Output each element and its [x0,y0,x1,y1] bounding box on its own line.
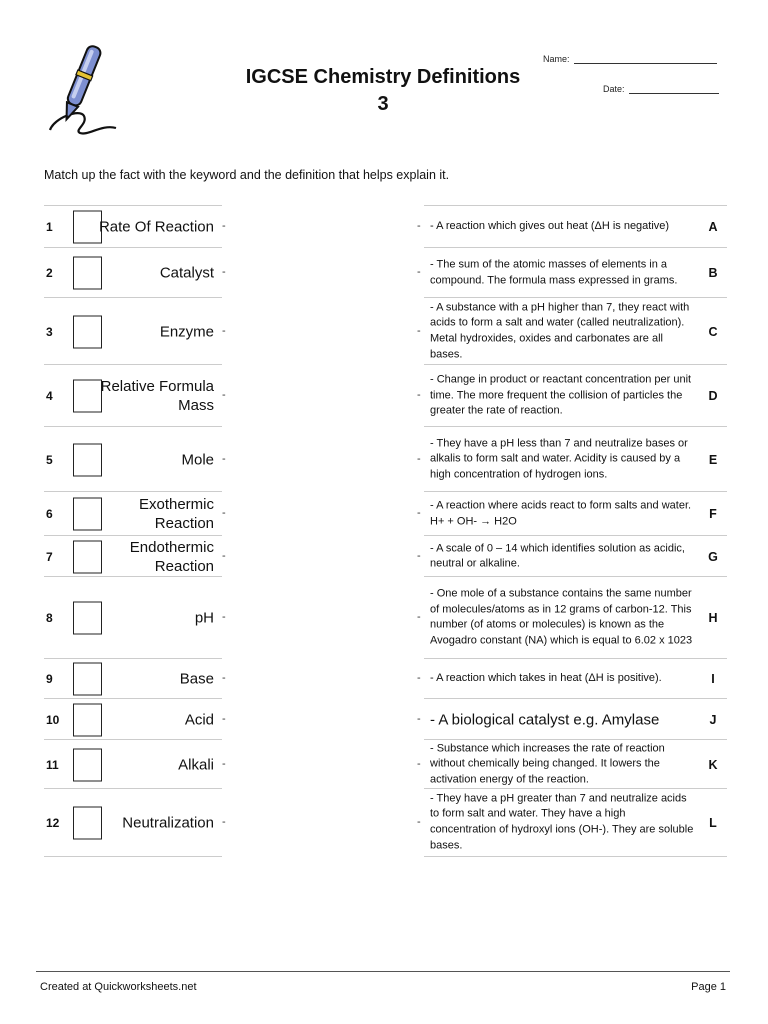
date-label: Date: [603,84,625,94]
keyword-term: Exothermic Reaction [138,496,214,532]
definition-row [424,364,727,427]
name-field[interactable] [543,54,717,64]
keyword-row [44,426,222,492]
item-number: 12 [46,815,60,830]
definition-row [424,205,727,248]
connector-dash: - [222,611,226,623]
definition-letter: D [708,389,718,403]
keyword-row [44,297,222,365]
keyword-row [44,576,222,659]
connector-dash: - [417,507,421,519]
keyword-term: Base [179,670,214,688]
definition-row [424,297,727,365]
item-number: 11 [46,757,59,772]
definition-text: - A reaction where acids react to form salts and water. H+ + OH- → H2O [430,499,692,527]
definition-text: - The sum of the atomic masses of elements in a compound. The formula mass expressed in grams. [430,258,678,286]
keyword-term: Rate Of Reaction [98,218,214,236]
definition-letter: I [711,672,715,686]
keyword-term: pH [194,609,214,627]
connector-dash: - [222,712,226,725]
connector-dash: - [417,389,421,401]
connector-dash: - [417,757,421,770]
item-number: 9 [46,672,53,686]
definition-row [424,698,727,740]
connector-dash: - [222,220,226,232]
definition-text: - They have a pH greater than 7 and neutralize acids to form salt and water. They have a high concentration of hydroxyl ions (OH-). They are soluble bases. [430,792,694,852]
keyword-term: Neutralization [122,814,214,831]
connector-dash: - [417,266,421,278]
item-number: 5 [46,452,53,467]
keyword-row [44,698,222,740]
definition-row [424,658,727,699]
title-line-1: IGCSE Chemistry Definitions [245,66,521,88]
definition-letter: F [709,507,717,521]
item-number: 6 [46,507,53,521]
connector-dash: - [222,324,226,337]
date-field[interactable] [603,84,719,94]
definition-text: - A scale of 0 – 14 which identifies solution as acidic, neutral or alkaline. [430,541,685,570]
definition-text: - A reaction which takes in heat (ΔH is positive). [430,672,662,685]
title-line-2: 3 [377,93,389,115]
definition-letter: G [708,549,718,564]
connector-dash: - [417,452,421,465]
item-number: 10 [46,712,60,727]
item-number: 4 [46,389,53,403]
date-line [629,84,719,94]
connector-dash: - [417,815,421,828]
definition-text: - Substance which increases the rate of reaction without chemically being changed. It lowers the activation energy of the reaction. [430,741,665,786]
connector-dash: - [417,324,421,337]
definition-text: - They have a pH less than 7 and neutralize bases or alkalis to form salt and water. Acidity is caused by a high concentration of hydrogen ions. [430,436,688,481]
footer-divider [36,971,730,972]
keyword-term: Acid [184,711,214,728]
keyword-term: Relative Formula Mass [100,378,214,414]
connector-dash: - [222,266,226,278]
pen-icon [40,38,120,138]
name-line [574,54,717,64]
connector-dash: - [417,611,421,623]
keyword-row [44,491,222,536]
definition-row [424,788,727,857]
name-label: Name: [543,54,570,64]
definition-row [424,247,727,298]
keyword-row [44,205,222,248]
definition-text: - A substance with a pH higher than 7, they react with acids to form a salt and water (called neutralization). Metal hydroxides, oxides and carbonates are all bases. [430,301,690,361]
connector-dash: - [222,757,226,770]
keyword-row [44,788,222,857]
keyword-term: Enzyme [159,323,214,340]
item-number: 2 [46,266,53,280]
footer-credit: Created at Quickworksheets.net [40,981,197,993]
definition-row [424,491,727,536]
connector-dash: - [222,549,226,562]
connector-dash: - [222,452,226,465]
item-number: 1 [46,220,53,234]
keyword-term: Endothermic Reaction [129,538,214,575]
keyword-row [44,658,222,699]
definition-text: - Change in product or reactant concentration per unit time. The more frequent the collision of particles the greater the rate of reaction. [430,373,692,417]
definition-text: - A reaction which gives out heat (ΔH is negative) [430,220,670,233]
item-number: 8 [46,611,53,625]
definition-row [424,739,727,789]
definition-text: - One mole of a substance contains the same number of molecules/atoms as in 12 grams of carbon-12. This number (of atoms or molecules) is known as the Avogadro constant (NA) which is equal to 6.02 x 1023 [430,587,693,647]
definition-row [424,535,727,577]
definition-letter: E [708,452,718,467]
definition-row [424,426,727,492]
connector-dash: - [417,672,421,684]
keyword-term: Catalyst [159,264,214,282]
keyword-term: Alkali [178,756,214,773]
keyword-row [44,247,222,298]
instructions: Match up the fact with the keyword and the definition that helps explain it. [44,168,450,182]
item-number: 7 [46,549,53,564]
definition-letter: B [708,266,718,280]
page-number: Page 1 [691,981,726,993]
definition-letter: A [708,220,718,234]
page-title [200,64,566,118]
definition-letter: H [708,611,718,625]
definition-letter: K [708,757,718,772]
connector-dash: - [222,507,226,519]
keyword-row [44,364,222,427]
definition-letter: J [709,712,717,727]
definition-letter: C [708,324,718,339]
connector-dash: - [222,815,226,828]
connector-dash: - [417,220,421,232]
keyword-row [44,535,222,577]
keyword-term: Mole [181,451,214,468]
connector-dash: - [222,672,226,684]
item-number: 3 [46,324,53,339]
keyword-row [44,739,222,789]
connector-dash: - [417,549,421,562]
definition-row [424,576,727,659]
definition-text: - A biological catalyst e.g. Amylase [430,711,660,728]
connector-dash: - [417,712,421,725]
connector-dash: - [222,389,226,401]
definition-letter: L [709,815,717,830]
